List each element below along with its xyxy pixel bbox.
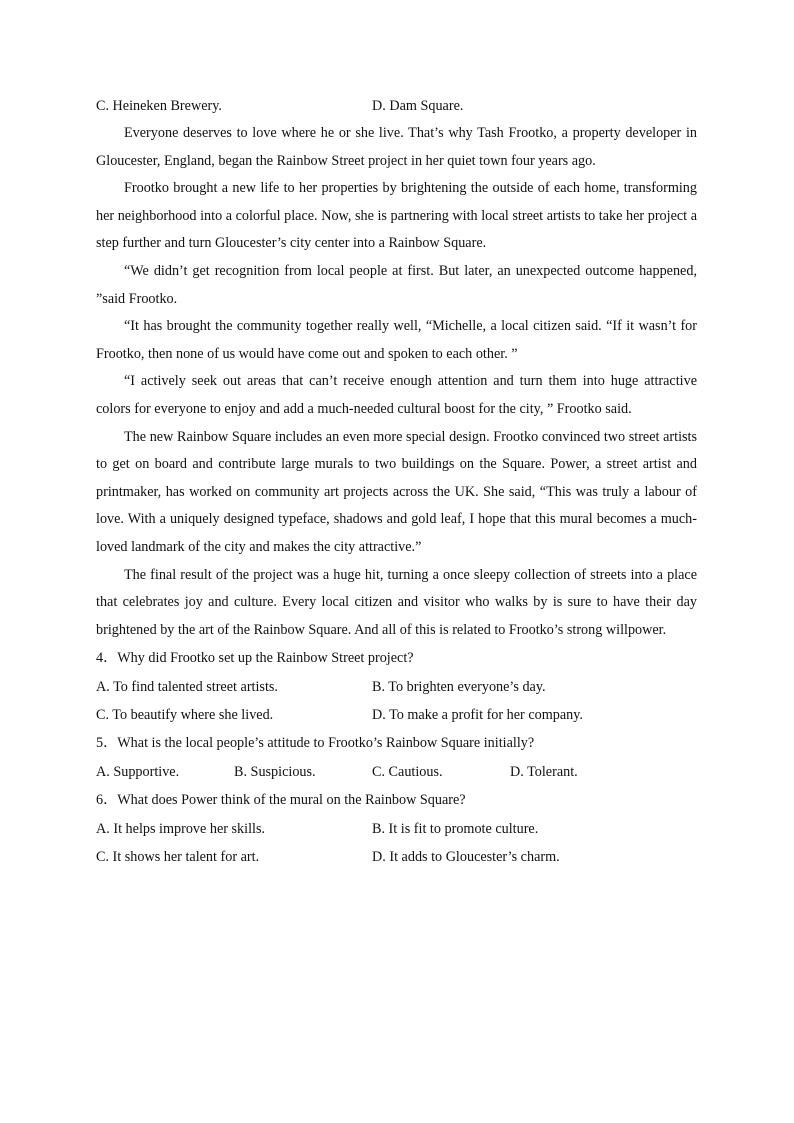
options-row	[96, 758, 697, 786]
option-d[interactable]: D. Tolerant.	[510, 764, 578, 781]
question-5	[96, 729, 697, 786]
option-c[interactable]: C. Cautious.	[372, 764, 443, 781]
option-c[interactable]: C. It shows her talent for art.	[96, 849, 260, 866]
passage-paragraph-2: Frootko brought a new life to her properties by brightening the outside of each home, transforming her neighborhood into a colorful place. Now, she is partnering with local street artists to take her project a step further and turn Gloucester’s city center into a Rainbow Square.	[96, 180, 697, 252]
option-a[interactable]: A. It helps improve her skills.	[96, 821, 266, 838]
previous-question-options	[96, 92, 697, 120]
passage-paragraph-3: “We didn’t get recognition from local people at first. But later, an unexpected outcome happened, ”said Frootko.	[96, 262, 697, 307]
passage-paragraph-7: The final result of the project was a huge hit, turning a once sleepy collection of streets into a place that celebrates joy and culture. Every local citizen and visitor who walks by is sure to have their day brightened by the art of the Rainbow Square. And all of this is related to Frootko’s strong willpower.	[96, 566, 697, 638]
options-row	[96, 843, 697, 871]
options-row	[96, 701, 697, 729]
question-6	[96, 786, 697, 871]
options-row	[96, 673, 697, 701]
option-b[interactable]: B. It is fit to promote culture.	[372, 821, 539, 838]
option-b[interactable]: B. Suspicious.	[234, 764, 316, 781]
passage-paragraph-4: “It has brought the community together really well, “Michelle, a local citizen said. “If it wasn’t for Frootko, then none of us would have come out and spoken to each other. ”	[96, 318, 697, 362]
option-d[interactable]: D. It adds to Gloucester’s charm.	[372, 849, 560, 866]
option-c[interactable]: C. To beautify where she lived.	[96, 707, 274, 724]
passage-paragraph-6: The new Rainbow Square includes an even more special design. Frootko convinced two street artists to get on board and contribute large murals to two buildings on the Square. Power, a street artist and printmaker, has worked on community art projects across the UK. She said, “This was truly a labour of love. With a uniquely designed typeface, shadows and gold leaf, I hope that this mural becomes a much-loved landmark of the city and makes the city attractive.”	[96, 428, 697, 555]
option-b[interactable]: B. To brighten everyone’s day.	[372, 679, 546, 696]
option-a[interactable]: A. Supportive.	[96, 764, 180, 781]
page-content	[96, 92, 697, 871]
passage-paragraph-5: “I actively seek out areas that can’t receive enough attention and turn them into huge attractive colors for everyone to enjoy and add a much-needed cultural boost for the city, ” Frootko said.	[96, 373, 697, 417]
option-a[interactable]: A. To find talented street artists.	[96, 679, 278, 696]
option-d[interactable]: D. Dam Square.	[372, 98, 464, 114]
reading-passage	[96, 120, 697, 644]
question-stem: 5．What is the local people’s attitude to Frootko’s Rainbow Square initially?	[96, 735, 535, 752]
option-d[interactable]: D. To make a profit for her company.	[372, 707, 583, 724]
question-stem: 6．What does Power think of the mural on the Rainbow Square?	[96, 792, 466, 809]
options-row	[96, 815, 697, 843]
passage-paragraph-1: Everyone deserves to love where he or she live. That’s why Tash Frootko, a property developer in Gloucester, England, began the Rainbow Street project in her quiet town four years ago.	[96, 125, 697, 169]
question-4	[96, 644, 697, 729]
option-c[interactable]: C. Heineken Brewery.	[96, 98, 222, 114]
question-stem: 4．Why did Frootko set up the Rainbow Street project?	[96, 650, 414, 667]
